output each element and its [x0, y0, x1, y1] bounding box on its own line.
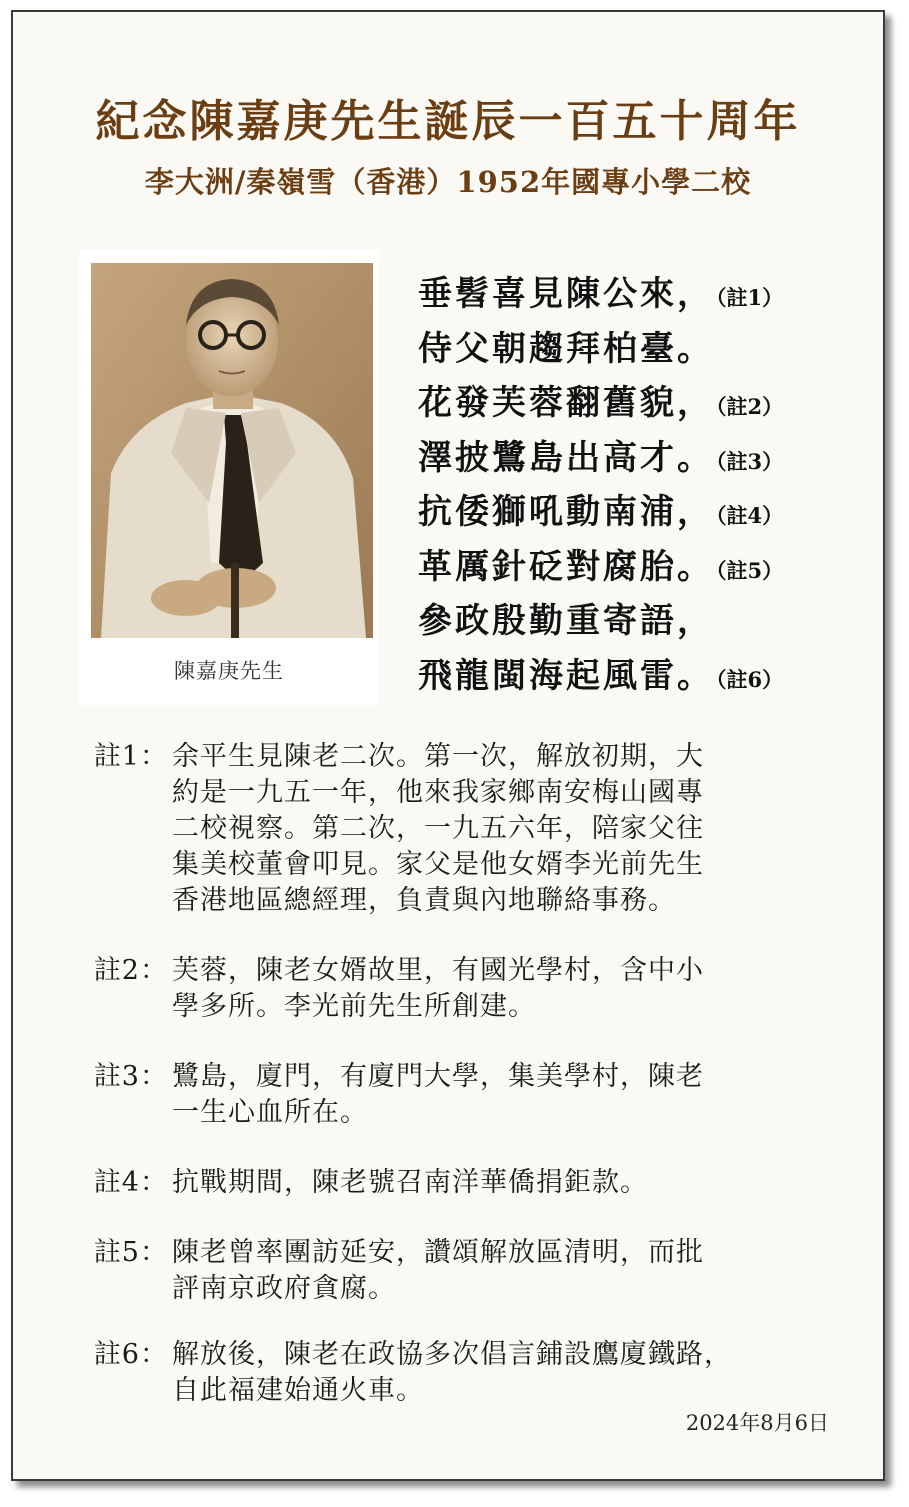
footnote-1: 註1： 余平生見陳老二次。第一次，解放初期，大 約是一九五一年，他來我家鄉南安梅山國專 二校視察。第二次，一九五六年，陪家父往 集美校董會叩見。家父是他女婿李光前先生 香港地區總經理，負責與內地聯絡事務。	[93, 741, 704, 916]
footnotes	[66, 739, 856, 1409]
portrait-photo	[91, 263, 373, 638]
footnote-4: 註4： 抗戰期間，陳老號召南洋華僑捐鉅款。	[93, 1167, 648, 1198]
poem-line: 垂髫喜見陳公來，（註1）	[418, 274, 784, 314]
page-title: 紀念陳嘉庚先生誕辰一百五十周年	[95, 96, 801, 147]
footnote-6: 註6： 解放後，陳老在政協多次倡言鋪設鷹廈鐵路， 自此福建始通火車。	[93, 1339, 732, 1406]
footnote-2: 註2： 芙蓉，陳老女婿故里，有國光學村，含中小 學多所。李光前先生所創建。	[93, 955, 704, 1022]
poem-line: 花發芙蓉翻舊貌，（註2）	[418, 383, 784, 423]
footnote-5: 註5： 陳老曾率團訪延安，讚頌解放區清明，而批 評南京政府貪腐。	[93, 1237, 704, 1304]
poem	[418, 267, 858, 703]
poem-line: 侍父朝趨拜柏臺。	[418, 328, 714, 369]
poem-line: 革厲針砭對腐胎。（註5）	[418, 546, 784, 587]
poem-line: 飛龍閩海起風雷。（註6）	[418, 655, 784, 696]
poem-line: 澤披鷺島出高才。（註3）	[418, 437, 784, 478]
portrait-block	[79, 250, 379, 705]
footnote-3: 註3： 鷺島，廈門，有廈門大學，集美學村，陳老 一生心血所在。	[93, 1061, 704, 1128]
portrait-caption: 陳嘉庚先生	[174, 659, 284, 683]
poem-card	[11, 10, 885, 1481]
author-subtitle: 李大洲/秦嶺雪（香港）1952年國專小學二校	[144, 165, 752, 199]
poem-line: 參政殷勤重寄語，	[418, 601, 714, 641]
date-stamp: 2024年8月6日	[685, 1411, 829, 1435]
poem-line: 抗倭獅吼動南浦，（註4）	[418, 492, 784, 532]
